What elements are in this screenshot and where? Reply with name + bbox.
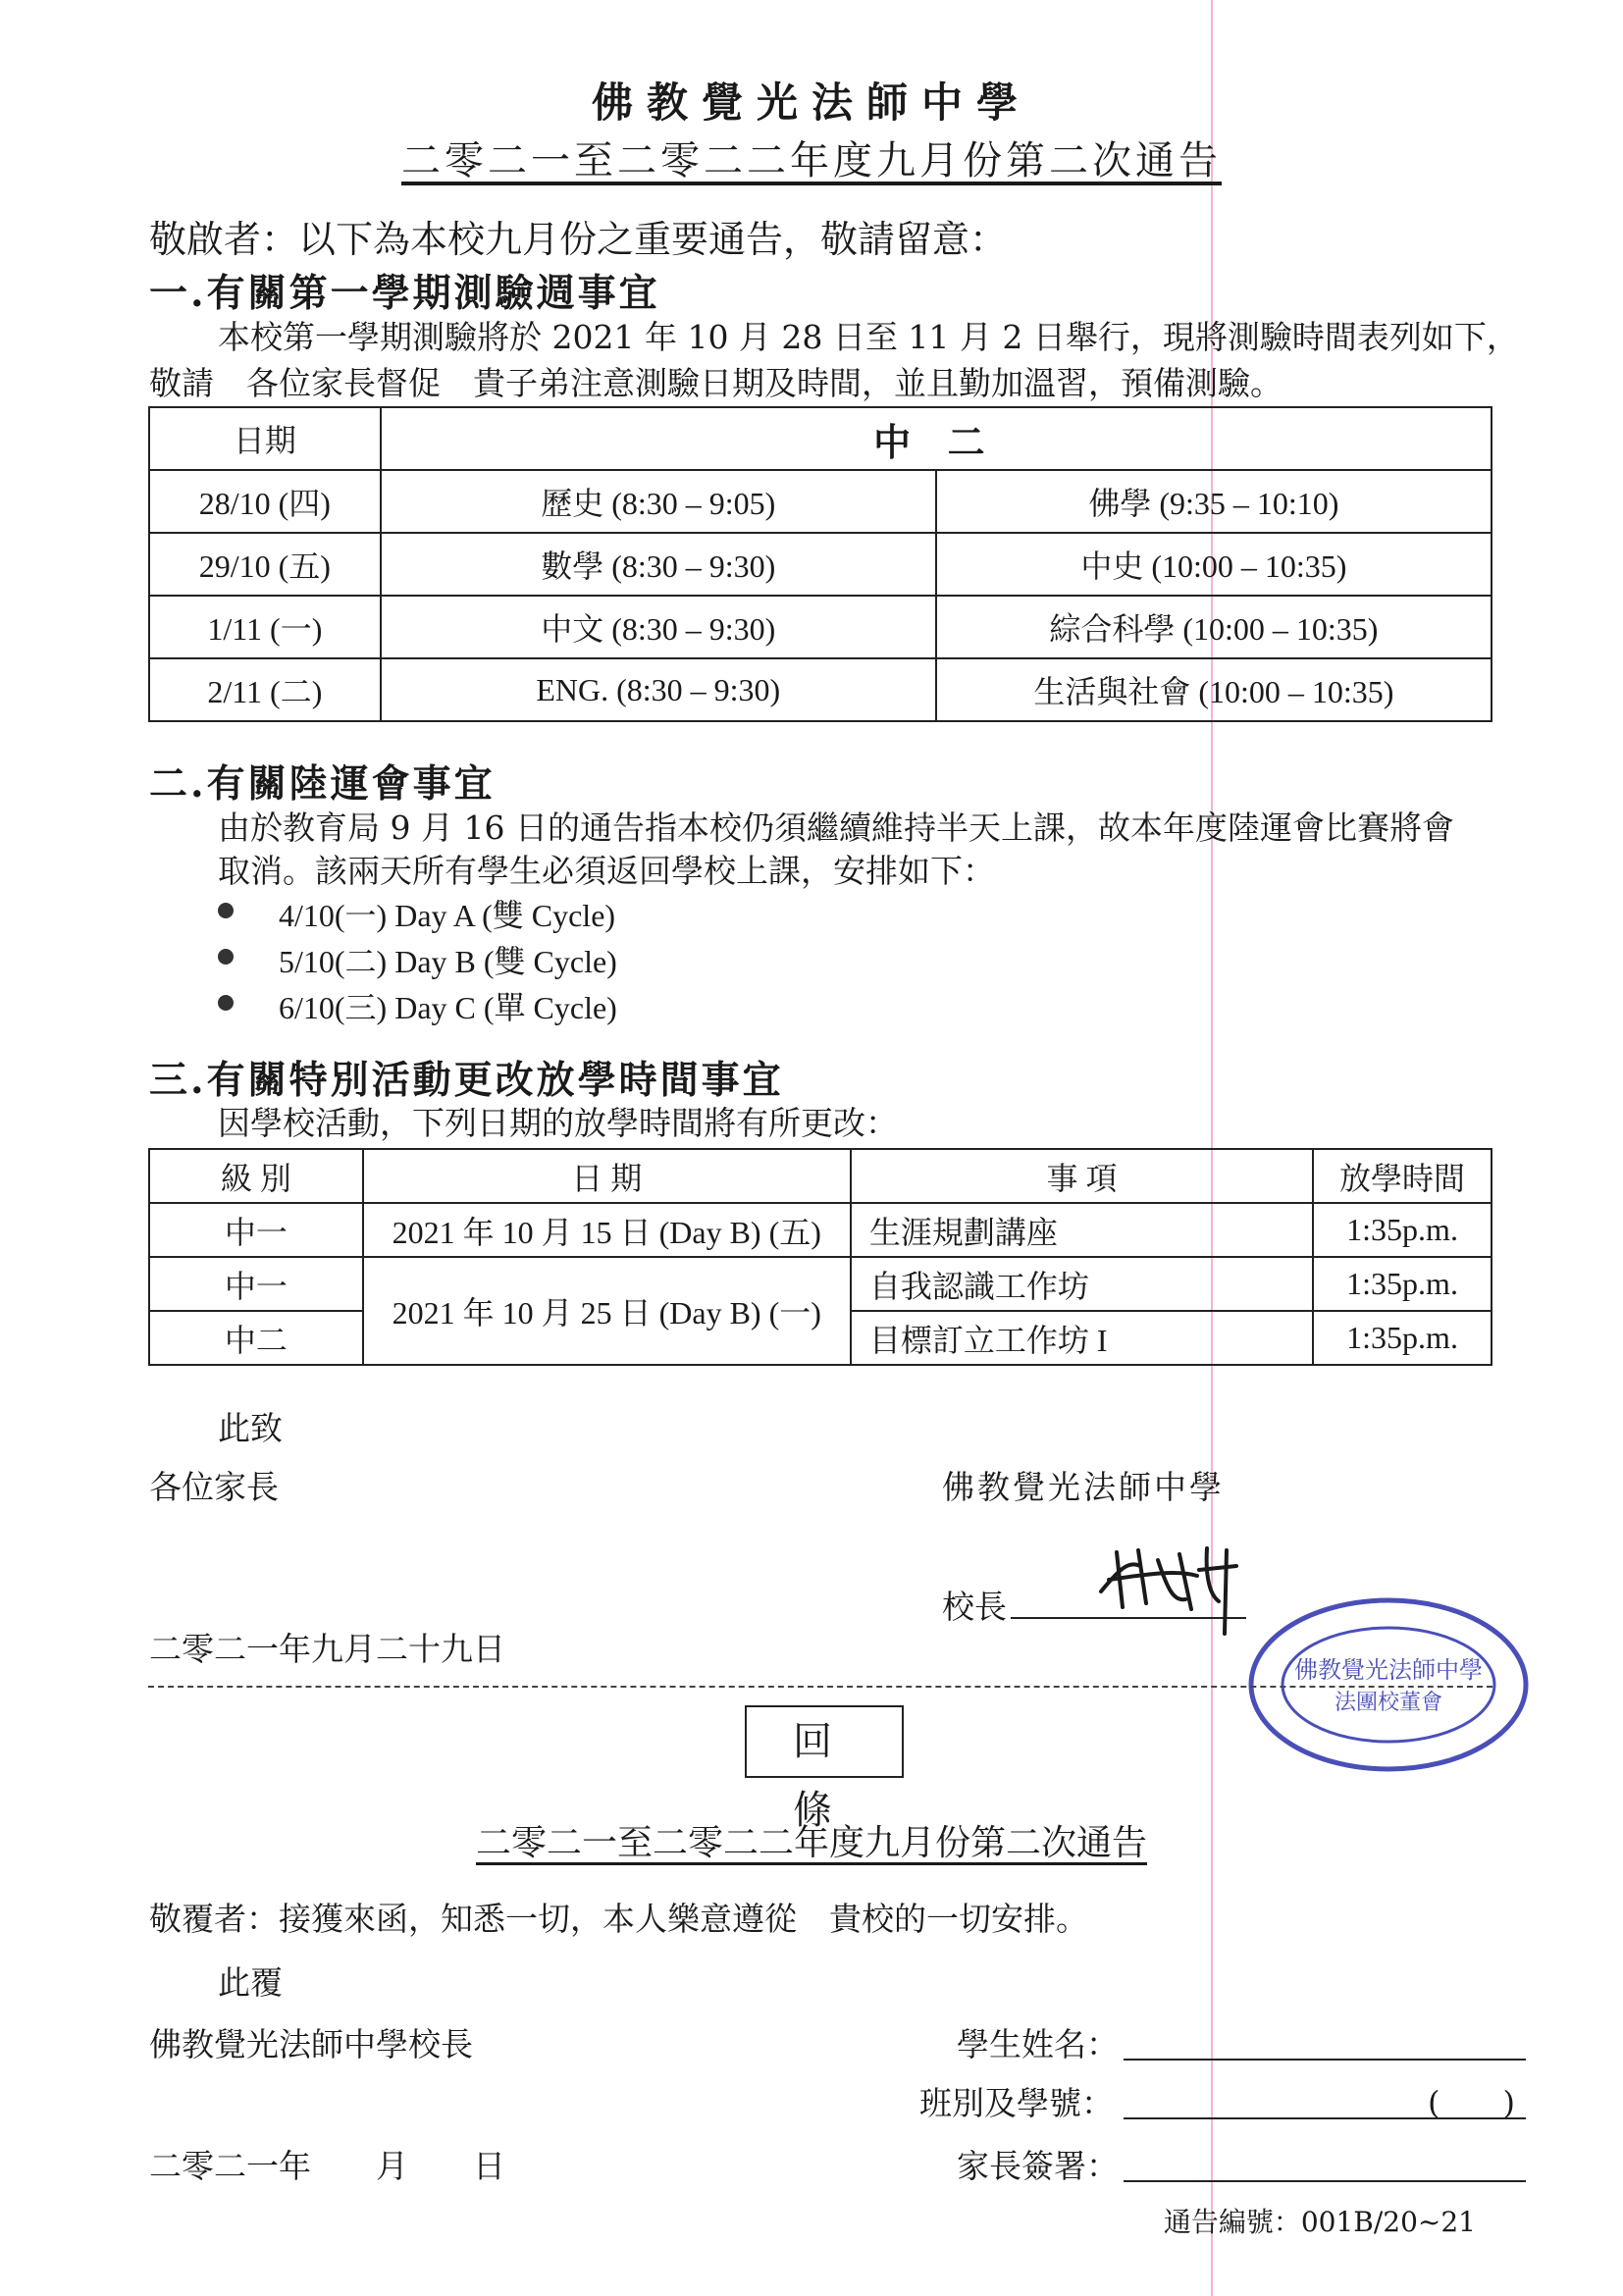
list-item: 4/10(一) Day A (雙 Cycle): [279, 898, 616, 933]
row-time: 1:35p.m.: [1313, 1203, 1492, 1257]
greeting: 敬啟者：以下為本校九月份之重要通告，敬請留意：: [149, 218, 1008, 261]
exam-timetable: [148, 406, 1492, 722]
row-level: 中一: [149, 1203, 363, 1257]
table-row: [149, 470, 1492, 533]
list-item: 6/10(三) Day C (單 Cycle): [279, 990, 617, 1025]
dismissal-table-header: [149, 1149, 1492, 1203]
row-event: 自我認識工作坊: [851, 1257, 1313, 1311]
table-row: [149, 1257, 1492, 1311]
section3-para: 因學校活動，下列日期的放學時間將有所更改：: [218, 1104, 898, 1142]
row-date: 2021 年 10 月 25 日 (Day B) (一): [363, 1257, 851, 1365]
ci-zhi: 此致: [218, 1409, 283, 1447]
principal-signature: [1089, 1531, 1256, 1639]
reply-statement: 敬覆者：接獲來函，知悉一切，本人樂意遵從 貴校的一切安排。: [149, 1900, 1088, 1938]
parent-sign-label: 家長簽署：: [957, 2147, 1119, 2185]
exam-session-2: 中史 (10:00 – 10:35): [936, 533, 1492, 596]
exam-date: 1/11 (一): [149, 596, 381, 658]
row-level: 中一: [149, 1257, 363, 1311]
exam-date: 2/11 (二): [149, 658, 381, 721]
table-row: [149, 1203, 1492, 1257]
col-time: 放學時間: [1313, 1149, 1492, 1203]
table-row: [149, 658, 1492, 721]
exam-table-header: [149, 407, 1492, 470]
exam-session-2: 綜合科學 (10:00 – 10:35): [936, 596, 1492, 658]
table-row: [149, 596, 1492, 658]
seal-inner-line2: 法團校董會: [1334, 1691, 1443, 1715]
row-date: 2021 年 10 月 15 日 (Day B) (五): [363, 1203, 851, 1257]
dismissal-table: [148, 1148, 1492, 1366]
seal-inner-line1: 佛教覺光法師中學: [1294, 1656, 1483, 1684]
school-name: 佛教覺光法師中學: [591, 78, 1031, 127]
recipient: 各位家長: [149, 1468, 279, 1506]
col-level: 級 別: [149, 1149, 363, 1203]
col-date: 日 期: [363, 1149, 851, 1203]
ci-fu: 此覆: [218, 1963, 283, 2002]
student-name-label: 學生姓名：: [957, 2025, 1119, 2063]
section2-heading: 二.有關陸運會事宜: [149, 761, 496, 807]
exam-session-1: 歷史 (8:30 – 9:05): [381, 470, 936, 533]
exam-date: 28/10 (四): [149, 470, 381, 533]
section1-para-line2: 敬請 各位家長督促 貴子弟注意測驗日期及時間，並且勤加溫習，預備測驗。: [149, 364, 1283, 402]
parent-signature-field[interactable]: [1124, 2180, 1526, 2182]
row-level: 中二: [149, 1311, 363, 1365]
row-time: 1:35p.m.: [1313, 1311, 1492, 1365]
bullet-icon: [218, 903, 234, 918]
reply-addressee: 佛教覺光法師中學校長: [149, 2025, 473, 2063]
section1-heading: 一.有關第一學期測驗週事宜: [149, 271, 660, 316]
section2-para-line1: 由於教育局 9 月 16 日的通告指本校仍須繼續維持半天上課，故本年度陸運會比賽將會: [218, 809, 1454, 847]
row-event: 目標訂立工作坊 I: [851, 1311, 1313, 1365]
school-seal-icon: [1241, 1592, 1536, 1778]
reply-date-line: 二零二一年 月 日: [149, 2147, 505, 2185]
section2-para-line2: 取消。該兩天所有學生必須返回學校上課，安排如下：: [218, 852, 995, 890]
exam-session-1: 中文 (8:30 – 9:30): [381, 596, 936, 658]
exam-session-2: 生活與社會 (10:00 – 10:35): [936, 658, 1492, 721]
row-time: 1:35p.m.: [1313, 1257, 1492, 1311]
bullet-icon: [218, 949, 234, 965]
exam-date: 29/10 (五): [149, 533, 381, 596]
col-event: 事 項: [851, 1149, 1313, 1203]
notice-title: 二零二一至二零二二年度九月份第二次通告: [401, 138, 1222, 183]
section1-para-line1: 本校第一學期測驗將於 2021 年 10 月 28 日至 11 月 2 日舉行，現將測驗時間表列如下，: [218, 318, 1519, 356]
student-name-field[interactable]: [1124, 2059, 1526, 2061]
principal-label: 校長: [942, 1588, 1007, 1626]
col-class: 中 二: [381, 407, 1492, 470]
bullet-icon: [218, 995, 234, 1011]
notice-number: 通告編號：001B/20~21: [1163, 2206, 1476, 2238]
list-item: 5/10(二) Day B (雙 Cycle): [279, 944, 617, 979]
exam-session-1: 數學 (8:30 – 9:30): [381, 533, 936, 596]
reply-title: 二零二一至二零二二年度九月份第二次通告: [475, 1823, 1147, 1863]
exam-session-1: ENG. (8:30 – 9:30): [381, 658, 936, 721]
class-no-paren: ( ): [1428, 2084, 1515, 2121]
class-no-label: 班別及學號：: [919, 2084, 1114, 2122]
notice-date: 二零二一年九月二十九日: [149, 1630, 505, 1668]
row-event: 生涯規劃講座: [851, 1203, 1313, 1257]
reply-slip-label: 回 條: [745, 1705, 904, 1778]
exam-session-2: 佛學 (9:35 – 10:10): [936, 470, 1492, 533]
section3-heading: 三.有關特別活動更改放學時間事宜: [149, 1058, 784, 1103]
col-date: 日期: [149, 407, 381, 470]
tear-off-line: [148, 1686, 1492, 1688]
school-signature-name: 佛教覺光法師中學: [942, 1468, 1225, 1506]
table-row: [149, 533, 1492, 596]
